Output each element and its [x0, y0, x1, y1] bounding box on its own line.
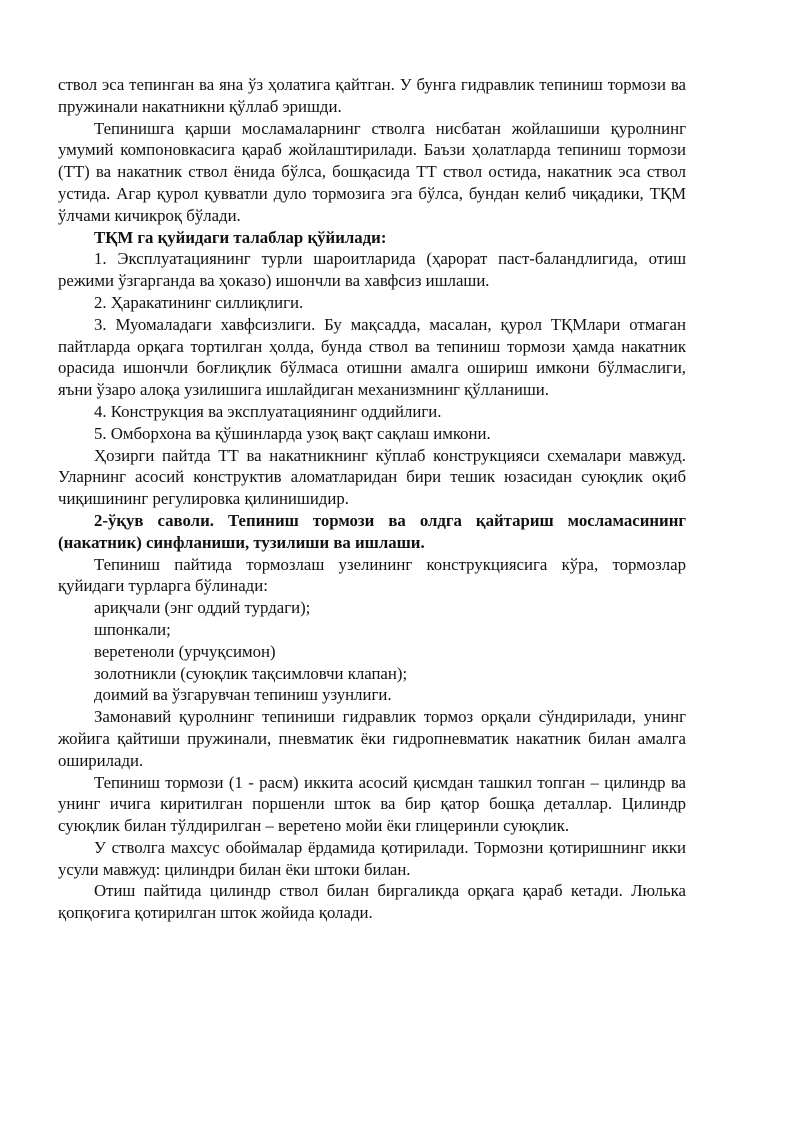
paragraph-5: Замонавий қуролнинг тепиниши гидравлик тормоз орқали сўндирилади, унинг жойига қайтиши пружинали, пневматик ёки гидропневматик накатник билан амалга оширилади. — [58, 707, 686, 770]
list-item: доимий ва ўзгарувчан тепиниш узунлиги. — [94, 685, 392, 705]
paragraph-6: Тепиниш тормози (1 - расм) иккита асосий қисмдан ташкил топган – цилиндр ва унинг ичига киритилган поршенли шток ва бир қатор бошқа деталлар. Цилиндр суюқлик билан тўлдирилган – веретено мойи ёки глицеринли суюқлик. — [58, 772, 686, 836]
list-item: веретеноли (урчуқсимон) — [94, 641, 276, 661]
requirement-4: 4. Конструкция ва эксплуатациянинг оддийлиги. — [94, 401, 442, 421]
paragraph-2: Тепинишга қарши мосламаларнинг стволга нисбатан жойлашиши қуролнинг умумий компоновкасига қараб жойлаштирилади. Баъзи ҳолатларда тепиниш тормози (ТТ) ва накатник ствол ёнида бўлса, бошқасида ТТ ствол остида, накатник эса ствол устида. Агар қурол қувватли дуло тормозига эга бўлса, бундан келиб чиқадики, ТҚМ ўлчами кичикроқ бўлади. — [58, 118, 686, 225]
section-heading: 2-ўқув саволи. Тепиниш тормози ва олдга қайтариш мосламасининг (накатник) синфланиши, тузилиши ва ишлаши. — [58, 510, 686, 552]
list-item: ариқчали (энг оддий турдаги); — [94, 598, 311, 618]
list-item: золотникли (суюқлик тақсимловчи клапан); — [94, 663, 408, 683]
document-page — [58, 74, 686, 924]
paragraph-4: Тепиниш пайтида тормозлаш узелининг конструкциясига кўра, тормозлар қуйидаги турларга бўлинади: — [58, 554, 686, 596]
requirement-1: 1. Эксплуатациянинг турли шароитларида (ҳарорат паст-баландлигида, отиш режими ўзгарганда ва ҳоказо) ишончли ва хавфсиз ишлаши. — [58, 249, 686, 291]
requirement-2: 2. Ҳаракатининг силлиқлиги. — [94, 292, 304, 312]
paragraph-8: Отиш пайтида цилиндр ствол билан биргаликда орқага қараб кетади. Люлька қопқоғига қотирилган шток жойида қолади. — [58, 881, 686, 923]
requirement-3: 3. Муомаладаги хавфсизлиги. Бу мақсадда, масалан, қурол ТҚМлари отмаган пайтларда орқага тортилган ҳолда, бунда ствол ва тепиниш тормози ҳамда накатник орасида ишончли боғлиқлик бўлмаса отишни амалга ошириш имкони бўлмаслиги, яъни ўзаро алоқа узилишига ишлайдиган механизмнинг қўлланиши. — [58, 314, 686, 400]
requirements-heading: ТҚМ га қуйидаги талаблар қўйилади: — [94, 227, 387, 247]
list-item: шпонкали; — [94, 619, 171, 639]
paragraph-7: У стволга махсус обоймалар ёрдамида қотирилади. Тормозни қотиришнинг икки усули мавжуд: цилиндри билан ёки штоки билан. — [58, 837, 686, 879]
requirement-5: 5. Омборхона ва қўшинларда узоқ вақт сақлаш имкони. — [94, 423, 491, 443]
paragraph-1: ствол эса тепинган ва яна ўз ҳолатига қайтган. У бунга гидравлик тепиниш тормози ва пружинали накатникни қўллаб эришди. — [58, 75, 686, 116]
paragraph-3: Ҳозирги пайтда ТТ ва накатникнинг кўплаб конструкцияси схемалари мавжуд. Уларнинг асосий конструктив аломатларидан бири тешик юзасидан суюқлик оқиб чиқишининг регулировка қилинишидир. — [58, 445, 686, 509]
